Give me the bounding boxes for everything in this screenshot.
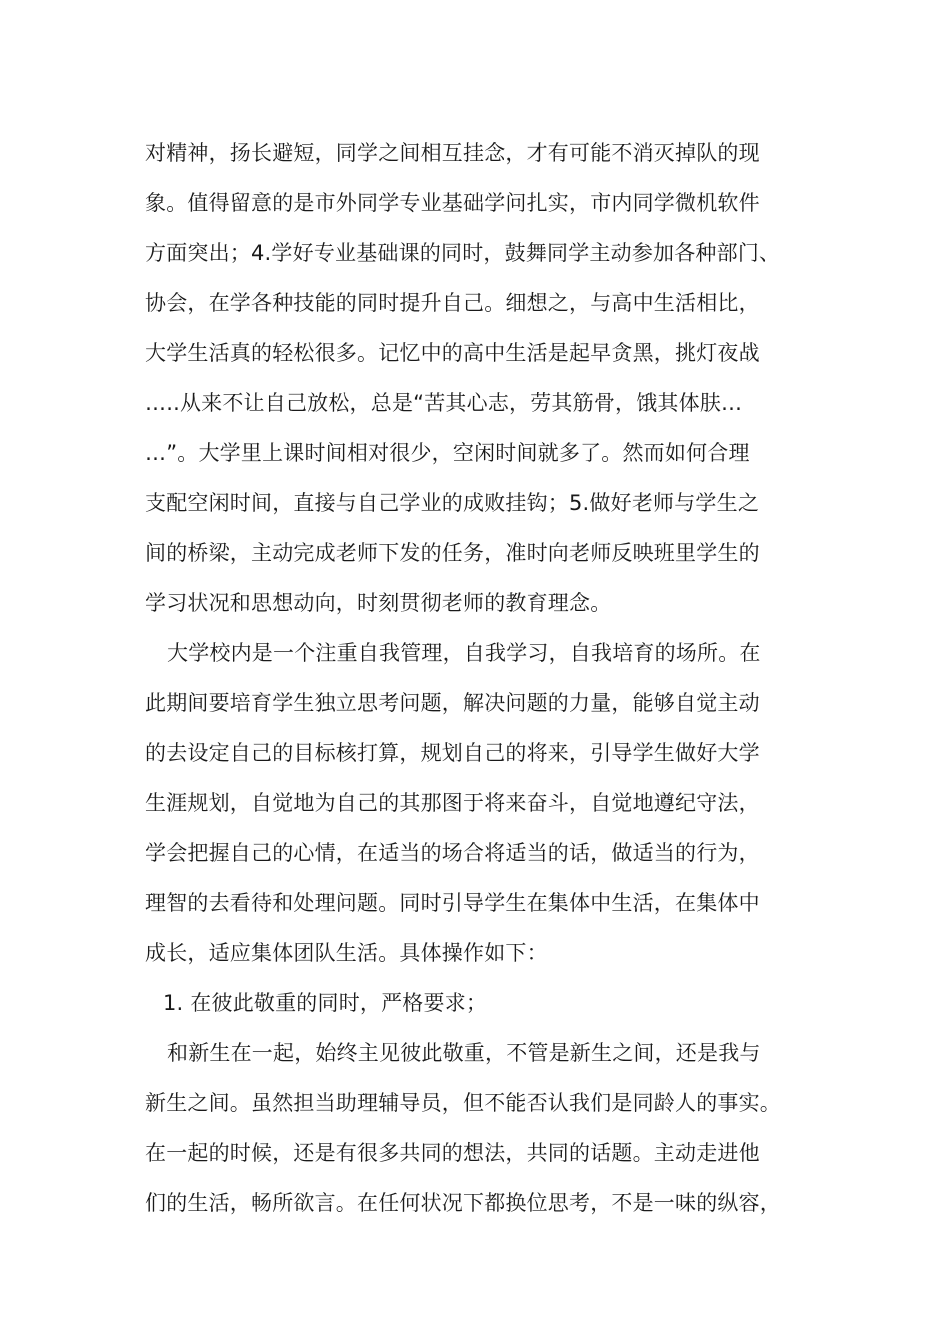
text-line: 协会，在学各种技能的同时提升自己。细想之，与高中生活相比，: [145, 291, 760, 315]
text-line: 象。值得留意的是市外同学专业基础学问扎实，市内同学微机软件: [145, 191, 760, 215]
text-line: 理智的去看待和处理问题。同时引导学生在集体中生活，在集体中: [145, 891, 760, 915]
text-line: 们的生活，畅所欲言。在任何状况下都换位思考，不是一味的纵容，: [145, 1191, 781, 1215]
text-line: 大学生活真的轻松很多。记忆中的高中生活是起早贪黑，挑灯夜战: [145, 341, 760, 365]
text-line: 学会把握自己的心情，在适当的场合将适当的话，做适当的行为，: [145, 841, 760, 865]
paragraph-start-line: 和新生在一起，始终主见彼此敬重，不管是新生之间，还是我与: [167, 1041, 761, 1065]
text-line: …..从来不让自己放松，总是“苦其心志，劳其筋骨，饿其体肤…: [145, 391, 743, 415]
text-line: 支配空闲时间，直接与自己学业的成败挂钩；5.做好老师与学生之: [145, 491, 760, 515]
text-line: 生涯规划，自觉地为自己的其那图于将来奋斗，自觉地遵纪守法，: [145, 791, 760, 815]
text-line: 此期间要培育学生独立思考问题，解决问题的力量，能够自觉主动: [145, 691, 760, 715]
numbered-heading: 1. 在彼此敬重的同时，严格要求；: [163, 991, 488, 1015]
text-line: 成长，适应集体团队生活。具体操作如下：: [145, 941, 548, 965]
text-line: 新生之间。虽然担当助理辅导员，但不能否认我们是同龄人的事实。: [145, 1091, 781, 1115]
text-line: 方面突出；4.学好专业基础课的同时，鼓舞同学主动参加各种部门、: [145, 241, 781, 265]
text-line: 学习状况和思想动向，时刻贯彻老师的教育理念。: [145, 591, 612, 615]
text-line: …”。大学里上课时间相对很少，空闲时间就多了。然而如何合理: [145, 441, 750, 465]
text-line: 间的桥梁，主动完成老师下发的任务，准时向老师反映班里学生的: [145, 541, 760, 565]
paragraph-start-line: 大学校内是一个注重自我管理，自我学习，自我培育的场所。在: [167, 641, 761, 665]
text-line: 的去设定自己的目标核打算，规划自己的将来，引导学生做好大学: [145, 741, 760, 765]
text-line: 在一起的时候，还是有很多共同的想法，共同的话题。主动走进他: [145, 1141, 760, 1165]
text-line: 对精神，扬长避短，同学之间相互挂念，才有可能不消灭掉队的现: [145, 141, 760, 165]
